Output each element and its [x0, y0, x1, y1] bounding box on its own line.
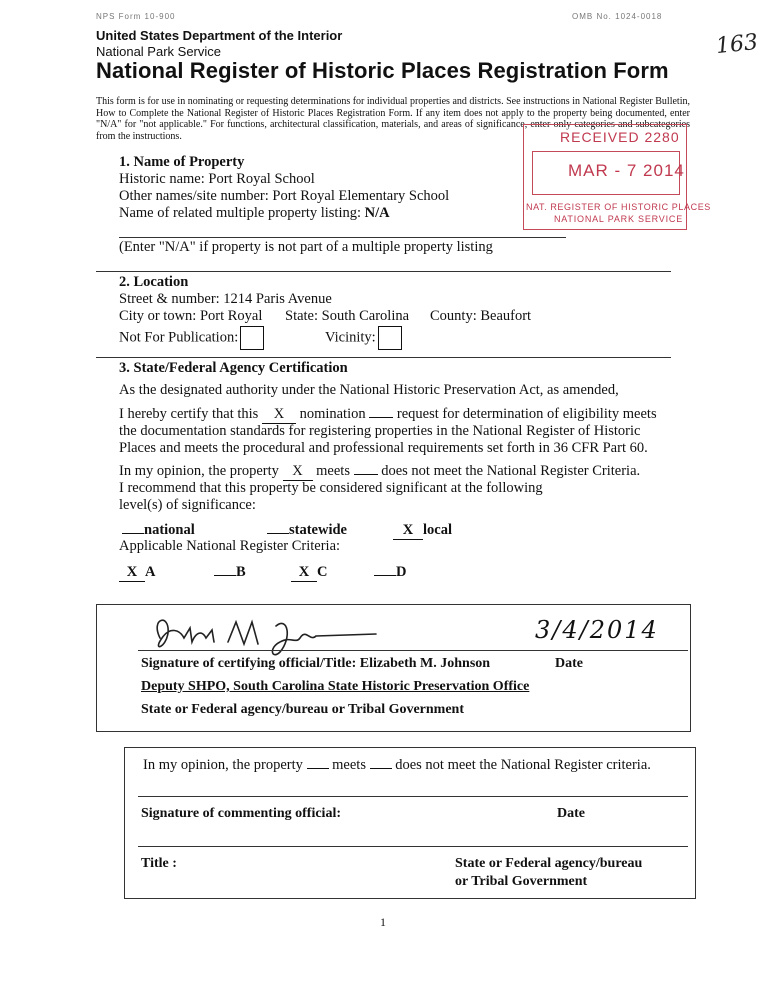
- criterion-a-label: A: [145, 564, 156, 580]
- stamp-line-1: NAT. REGISTER OF HISTORIC PLACES: [526, 202, 711, 212]
- stamp-received: RECEIVED 2280: [560, 129, 680, 145]
- commenting-opinion: [143, 757, 651, 774]
- commenting-opinion-text-3: does not meet the National Register criteria.: [395, 757, 651, 773]
- criterion-c-label: C: [317, 564, 328, 580]
- level-statewide[interactable]: [267, 522, 347, 539]
- signature-scribble: [140, 608, 380, 660]
- commenting-signature-label: Signature of commenting official:: [141, 806, 341, 821]
- signed-date: 3/4/2014: [535, 616, 659, 644]
- criterion-a-mark: X: [119, 564, 145, 582]
- commenting-opinion-text-1: In my opinion, the property: [143, 757, 303, 773]
- signature-line-2: [138, 796, 688, 797]
- criterion-d-label: D: [396, 564, 407, 580]
- level-national[interactable]: [122, 522, 195, 539]
- other-names: Other names/site number: Port Royal Elementary School: [119, 188, 450, 204]
- nomination-mark[interactable]: X: [262, 406, 296, 424]
- certifying-office: Deputy SHPO, South Carolina State Historic Preservation Office: [141, 679, 530, 694]
- opinion-text-1: In my opinion, the property: [119, 463, 279, 479]
- authority-statement: As the designated authority under the National Historic Preservation Act, as amended,: [119, 382, 619, 398]
- certifying-agency-label: State or Federal agency/bureau or Tribal Government: [141, 702, 465, 717]
- rule-1: [119, 237, 566, 238]
- county: County: Beaufort: [430, 308, 532, 324]
- signature-line-1: [138, 650, 688, 651]
- criterion-b-label: B: [236, 564, 246, 580]
- certify-line-3: Places and meets the procedural and professional requirements set forth in 36 CFR Part 60.: [119, 440, 648, 456]
- title-line: [138, 846, 688, 847]
- vicinity-checkbox[interactable]: [378, 326, 402, 350]
- does-not-meet-blank[interactable]: [354, 474, 378, 475]
- commenting-date-label: Date: [557, 806, 585, 821]
- vicinity: [325, 326, 402, 350]
- rule-2: [96, 271, 671, 272]
- received-stamp: [523, 124, 711, 230]
- related-listing-label: Name of related multiple property listing:: [119, 205, 365, 221]
- street-address: Street & number: 1214 Paris Avenue: [119, 291, 332, 307]
- certify-line-1: [119, 406, 657, 424]
- level-local[interactable]: [393, 522, 452, 540]
- level-local-label: local: [423, 522, 452, 538]
- page-number: 1: [380, 915, 386, 929]
- meets-mark[interactable]: X: [283, 463, 313, 481]
- handwritten-page-number: 163: [714, 29, 760, 60]
- commenting-opinion-text-2: meets: [332, 757, 366, 773]
- historic-name: Historic name: Port Royal School: [119, 171, 315, 187]
- commenting-does-not-meet-blank[interactable]: [370, 768, 392, 769]
- criterion-c[interactable]: [291, 564, 327, 582]
- vicinity-label: Vicinity:: [325, 329, 376, 346]
- commenting-title-label: Title :: [141, 856, 177, 871]
- recommend-line-1: I recommend that this property be considered significant at the following: [119, 480, 543, 496]
- criterion-a[interactable]: [119, 564, 155, 582]
- certifying-date-label: Date: [555, 656, 583, 671]
- state: State: South Carolina: [285, 308, 410, 324]
- agency-name: United States Department of the Interior: [96, 28, 343, 43]
- commenting-agency-label-2: or Tribal Government: [455, 874, 588, 889]
- certify-text-1: I hereby certify that this: [119, 406, 259, 422]
- not-for-publication-checkbox[interactable]: [240, 326, 264, 350]
- certify-text-3: request for determination of eligibility meets: [396, 406, 657, 422]
- commenting-agency-label-1: State or Federal agency/bureau: [455, 856, 643, 871]
- commenting-meets-blank[interactable]: [307, 768, 329, 769]
- related-listing-value: N/A: [364, 205, 390, 221]
- certify-text-2: nomination: [299, 406, 366, 422]
- request-blank[interactable]: [369, 417, 393, 418]
- form-title: National Register of Historic Places Registration Form: [96, 58, 669, 83]
- section-1-note: (Enter "N/A" if property is not part of a multiple property listing: [119, 239, 493, 255]
- not-for-publication-label: Not For Publication:: [119, 329, 239, 346]
- stamp-date: MAR - 7 2014: [568, 161, 685, 180]
- section-3-heading: 3. State/Federal Agency Certification: [119, 360, 348, 376]
- criterion-b[interactable]: [214, 564, 246, 581]
- criteria-label: Applicable National Register Criteria:: [119, 538, 341, 554]
- form-number-faint: NPS Form 10-900: [96, 12, 176, 21]
- service-name: National Park Service: [96, 44, 221, 59]
- intro-paragraph: This form is for use in nominating or requesting determinations for individual properties and districts. See instructions in National Register Bulletin, How to Complete the National Register of Historic Places Registration Form. If any item does not apply to the property being documented, enter "N/A" for "not applicable." For functions, architectural classification, materials, and areas of significance, enter only categories and subcategories from the instructions.: [96, 96, 690, 142]
- stamp-line-2: NATIONAL PARK SERVICE: [554, 214, 683, 224]
- city-town: City or town: Port Royal: [119, 308, 263, 324]
- opinion-text-3: does not meet the National Register Criteria.: [381, 463, 641, 479]
- section-1-heading: 1. Name of Property: [119, 154, 245, 170]
- not-for-publication: [119, 326, 264, 350]
- level-statewide-label: statewide: [289, 522, 347, 538]
- criterion-c-mark: X: [291, 564, 317, 582]
- certifying-signature-label: Signature of certifying official/Title: Elizabeth M. Johnson: [141, 656, 491, 671]
- section-2-heading: 2. Location: [119, 274, 189, 290]
- omb-number-faint: OMB No. 1024-0018: [572, 12, 663, 21]
- related-listing: [119, 205, 390, 222]
- level-local-mark: X: [393, 522, 423, 540]
- recommend-line-2: level(s) of significance:: [119, 497, 256, 513]
- opinion-line: [119, 463, 640, 481]
- criterion-d[interactable]: [374, 564, 406, 581]
- rule-3: [96, 357, 671, 358]
- level-national-label: national: [144, 522, 195, 538]
- opinion-text-2: meets: [316, 463, 350, 479]
- certify-line-2: the documentation standards for registering properties in the National Register of Historic: [119, 423, 641, 439]
